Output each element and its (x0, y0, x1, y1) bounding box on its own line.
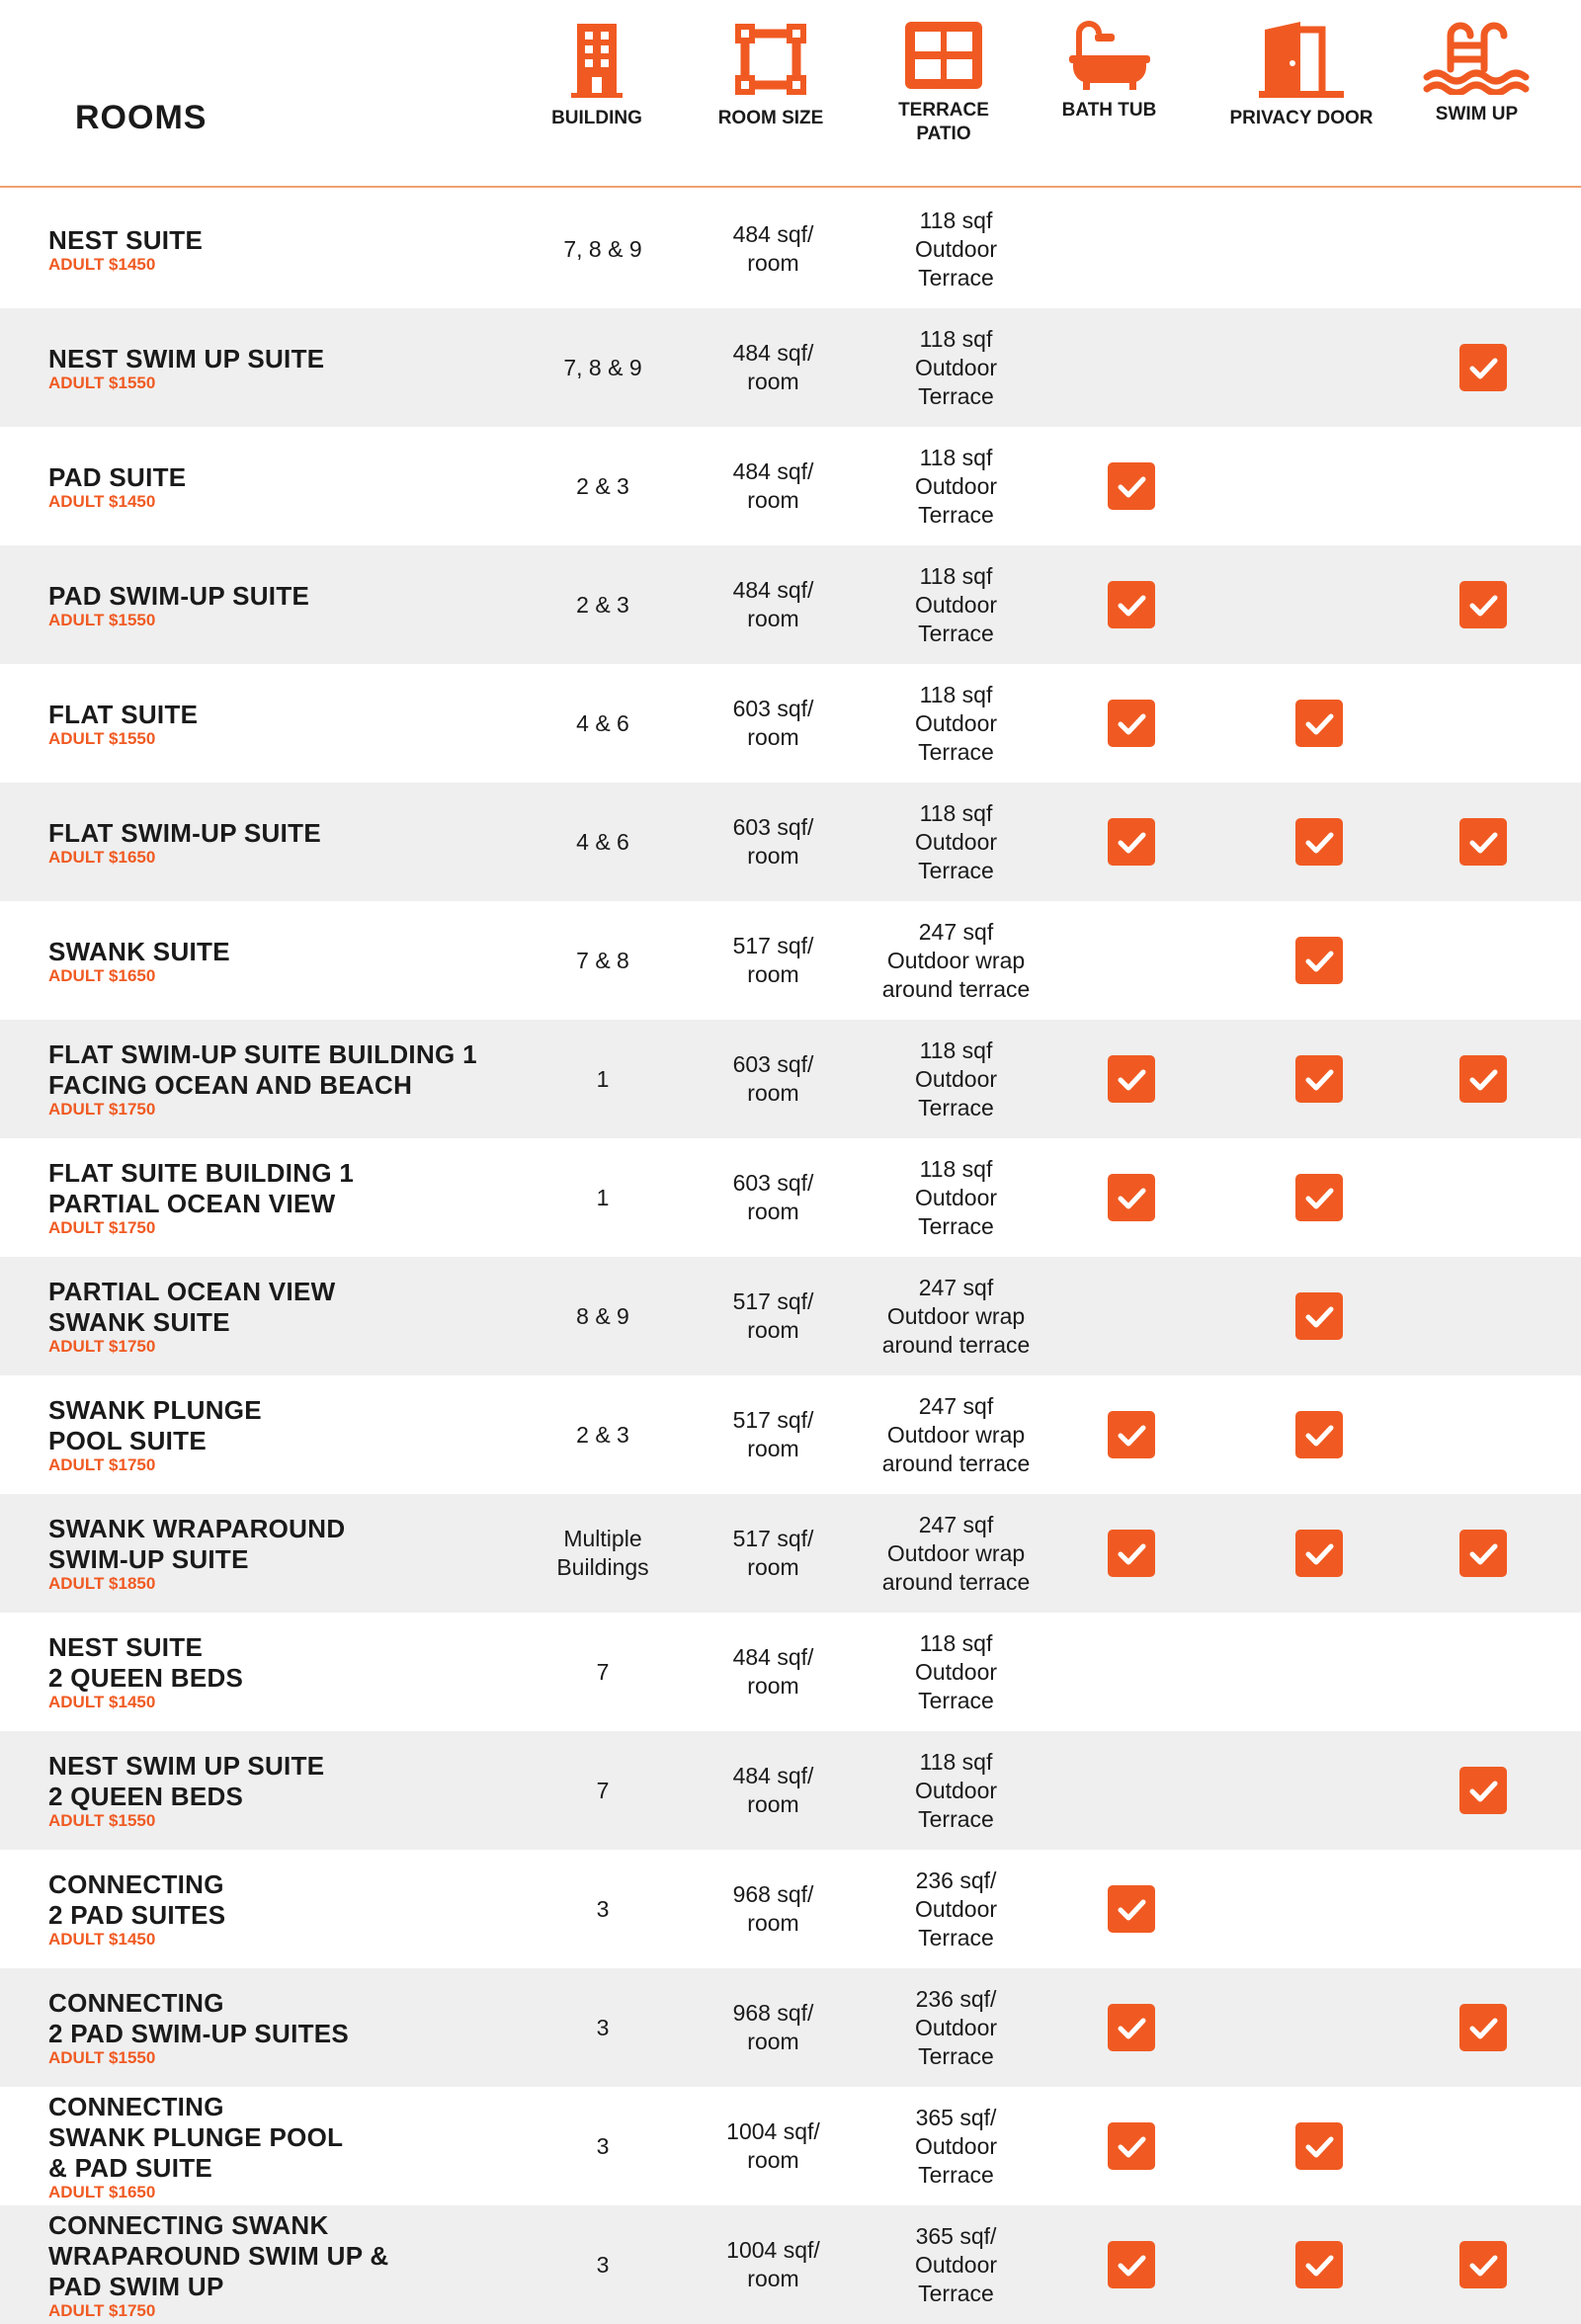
column-label: ROOM SIZE (717, 108, 824, 128)
table-row (0, 1375, 1581, 1494)
room-price: ADULT $1550 (48, 373, 156, 392)
cell-line: Terrace (918, 1212, 994, 1239)
room-size-cell (692, 1968, 855, 2087)
cell-line: 484 sqf/ (732, 340, 814, 366)
building-cell (514, 2087, 692, 2205)
building-cell (514, 2205, 692, 2324)
cell-line: room (747, 369, 799, 394)
table-row (0, 783, 1581, 901)
cell-line: 236 sqf/ (915, 1985, 997, 2012)
bath-tub-check-icon (1108, 2004, 1155, 2051)
cell-line: Outdoor wrap (886, 1539, 1026, 1566)
cell-line: Outdoor (914, 235, 998, 262)
terrace-cell (850, 1020, 1062, 1138)
cell-line: Outdoor (914, 2014, 998, 2040)
room-name-line: FLAT SUITE BUILDING 1 (48, 1158, 355, 1188)
room-name (48, 2205, 503, 2324)
cell-line: 517 sqf/ (732, 1407, 814, 1433)
privacy-door-check-icon (1295, 818, 1343, 866)
cell-line: Outdoor (914, 354, 998, 380)
room-name-line: CONNECTING (48, 1988, 224, 2018)
cell-line: Outdoor (914, 1065, 998, 1092)
room-price: ADULT $1450 (48, 254, 156, 274)
cell-line: 1004 sqf/ (726, 2118, 820, 2144)
cell-line: room (747, 1910, 799, 1936)
cell-line: room (747, 2029, 799, 2054)
cell-line: room (747, 1317, 799, 1343)
cell-line: 517 sqf/ (732, 1288, 814, 1314)
terrace-cell (850, 1375, 1062, 1494)
room-name-line: CONNECTING (48, 1869, 224, 1899)
room-name-line: & PAD SUITE (48, 2152, 213, 2183)
terrace-cell (850, 901, 1062, 1020)
room-price: ADULT $1750 (48, 1218, 156, 1237)
building-cell (514, 1020, 692, 1138)
building-icon (538, 20, 656, 99)
column-label: TERRACE PATIO (898, 100, 989, 144)
room-price: ADULT $1550 (48, 1811, 156, 1830)
room-name (48, 1850, 503, 1968)
swim-up-check-icon (1459, 1055, 1507, 1103)
privacy-door-check-icon (1295, 2122, 1343, 2170)
cell-line: Outdoor (914, 472, 998, 499)
table-row (0, 308, 1581, 427)
room-name (48, 2087, 503, 2205)
cell-line: 247 sqf (918, 1274, 994, 1300)
cell-line: 517 sqf/ (732, 1526, 814, 1551)
room-size-cell (692, 2087, 855, 2205)
table-row (0, 427, 1581, 545)
cell-line: 484 sqf/ (732, 221, 814, 247)
terrace-cell (850, 1257, 1062, 1375)
room-name (48, 1494, 503, 1613)
cell-line: room (747, 724, 799, 750)
cell-line: around terrace (881, 1450, 1031, 1476)
cell-line: 7, 8 & 9 (563, 235, 642, 262)
privacy-door-check-icon (1295, 1530, 1343, 1577)
cell-line: Outdoor (914, 828, 998, 855)
room-name (48, 1968, 503, 2087)
cell-line: 4 & 6 (576, 709, 629, 736)
building-cell (514, 308, 692, 427)
room-price: ADULT $1450 (48, 491, 156, 511)
room-size-cell (692, 2205, 855, 2324)
cell-line: 517 sqf/ (732, 933, 814, 958)
cell-line: 3 (596, 2251, 610, 2278)
terrace-cell (850, 545, 1062, 664)
cell-line: Terrace (918, 2280, 994, 2306)
column-room-size (702, 20, 840, 130)
room-name-line: SWIM-UP SUITE (48, 1544, 249, 1574)
room-name (48, 1020, 503, 1138)
cell-line: 247 sqf (918, 1392, 994, 1419)
column-terrace (874, 20, 1013, 146)
cell-line: 118 sqf (919, 444, 993, 470)
cell-line: Terrace (918, 1094, 994, 1120)
bath-tub-check-icon (1108, 2122, 1155, 2170)
room-size-cell (692, 545, 855, 664)
table-row (0, 1731, 1581, 1850)
cell-line: room (747, 843, 799, 869)
table-row (0, 545, 1581, 664)
cell-line: 118 sqf (919, 1629, 993, 1656)
column-label: SWIM UP (1435, 104, 1519, 124)
privacy-door-check-icon (1295, 937, 1343, 984)
cell-line: Terrace (918, 1805, 994, 1832)
swim-up-check-icon (1459, 818, 1507, 866)
privacy-door-check-icon (1295, 700, 1343, 747)
room-name-line: NEST SUITE (48, 1632, 204, 1662)
cell-line: room (747, 487, 799, 513)
cell-line: 2 & 3 (576, 591, 629, 618)
room-name-line: SWANK SUITE (48, 1307, 230, 1337)
cell-line: 118 sqf (919, 1037, 993, 1063)
cell-line: room (747, 1673, 799, 1699)
room-name-line: PAD SWIM UP (48, 2271, 224, 2301)
cell-line: Outdoor wrap (886, 947, 1026, 973)
bath-tub-check-icon (1108, 462, 1155, 510)
table-row (0, 1613, 1581, 1731)
cell-line: 118 sqf (919, 207, 993, 233)
cell-line: 118 sqf (919, 799, 993, 826)
room-name-line: SWANK PLUNGE (48, 1395, 262, 1425)
room-price: ADULT $1750 (48, 1337, 156, 1356)
cell-line: 247 sqf (918, 1511, 994, 1537)
room-name (48, 664, 503, 783)
cell-line: Terrace (918, 857, 994, 883)
cell-line: room (747, 1080, 799, 1106)
swim-up-check-icon (1459, 2004, 1507, 2051)
room-price: ADULT $1750 (48, 2300, 156, 2320)
column-privacy-door (1207, 20, 1395, 130)
terrace-cell (850, 1138, 1062, 1257)
room-name-line: 2 PAD SWIM-UP SUITES (48, 2019, 350, 2048)
terrace-cell (850, 190, 1062, 308)
room-name-line: FACING OCEAN AND BEACH (48, 1070, 413, 1100)
cell-line: room (747, 1554, 799, 1580)
column-swim-up (1415, 20, 1539, 126)
room-price: ADULT $1550 (48, 610, 156, 629)
room-name-line: 2 QUEEN BEDS (48, 1782, 244, 1811)
cell-line: Outdoor wrap (886, 1421, 1026, 1448)
cell-line: Terrace (918, 1924, 994, 1950)
cell-line: 3 (596, 2132, 610, 2159)
bath-tub-check-icon (1108, 1530, 1155, 1577)
cell-line: 2 & 3 (576, 472, 629, 499)
room-name-line: NEST SWIM UP SUITE (48, 1751, 325, 1781)
bathtub-icon (1042, 20, 1176, 91)
table-header (0, 0, 1581, 188)
window-icon (874, 20, 1013, 91)
room-name-line: NEST SUITE (48, 224, 204, 255)
room-name (48, 427, 503, 545)
pool-ladder-icon (1415, 20, 1539, 95)
room-size-cell (692, 1613, 855, 1731)
terrace-cell (850, 427, 1062, 545)
cell-line: 603 sqf/ (732, 1170, 814, 1196)
building-cell (514, 901, 692, 1020)
building-cell (514, 1257, 692, 1375)
cell-line: 365 sqf/ (915, 2222, 997, 2249)
room-price: ADULT $1650 (48, 2182, 156, 2201)
building-cell (514, 1138, 692, 1257)
room-name-line: FLAT SWIM-UP SUITE (48, 817, 321, 848)
room-price: ADULT $1450 (48, 1930, 156, 1949)
cell-line: Outdoor wrap (886, 1302, 1026, 1329)
cell-line: 484 sqf/ (732, 1763, 814, 1788)
cell-line: 1004 sqf/ (726, 2237, 820, 2263)
cell-line: Outdoor (914, 2132, 998, 2159)
table-row (0, 1850, 1581, 1968)
room-name-line: CONNECTING SWANK (48, 2209, 329, 2240)
column-label: BUILDING (551, 108, 642, 128)
cell-line: 1 (596, 1065, 610, 1092)
building-cell (514, 190, 692, 308)
room-size-cell (692, 1138, 855, 1257)
cell-line: 118 sqf (919, 325, 993, 352)
room-size-cell (692, 1020, 855, 1138)
cell-line: room (747, 606, 799, 631)
room-name-line: CONNECTING (48, 2091, 224, 2121)
swim-up-check-icon (1459, 1530, 1507, 1577)
cell-line: 968 sqf/ (732, 2000, 814, 2026)
cell-line: Outdoor (914, 1777, 998, 1803)
building-cell (514, 783, 692, 901)
room-name-line: 2 QUEEN BEDS (48, 1663, 244, 1693)
table-row (0, 1257, 1581, 1375)
privacy-door-check-icon (1295, 1411, 1343, 1458)
building-cell (514, 545, 692, 664)
room-size-cell (692, 1257, 855, 1375)
cell-line: 118 sqf (919, 562, 993, 589)
table-row (0, 2205, 1581, 2324)
room-price: ADULT $1650 (48, 847, 156, 867)
cell-line: 247 sqf (918, 918, 994, 945)
cell-line: Outdoor (914, 709, 998, 736)
cell-line: room (747, 1199, 799, 1224)
table-row (0, 1020, 1581, 1138)
cell-line: 2 & 3 (576, 1421, 629, 1448)
cell-line: Terrace (918, 1687, 994, 1713)
bath-tub-check-icon (1108, 700, 1155, 747)
cell-line: 118 sqf (919, 1155, 993, 1182)
room-name-line: SWANK SUITE (48, 936, 230, 966)
terrace-cell (850, 1850, 1062, 1968)
cell-line: 118 sqf (919, 1748, 993, 1775)
cell-line: 484 sqf/ (732, 458, 814, 484)
swim-up-check-icon (1459, 2241, 1507, 2288)
room-price: ADULT $1450 (48, 1693, 156, 1711)
room-name (48, 783, 503, 901)
cell-line: room (747, 1436, 799, 1461)
cell-line: Outdoor (914, 2251, 998, 2278)
cell-line: 7, 8 & 9 (563, 354, 642, 380)
bath-tub-check-icon (1108, 1411, 1155, 1458)
cell-line: 484 sqf/ (732, 1644, 814, 1670)
room-price: ADULT $1650 (48, 965, 156, 985)
cell-line: 7 & 8 (576, 947, 629, 973)
cell-line: 484 sqf/ (732, 577, 814, 603)
room-size-cell (692, 1731, 855, 1850)
room-name-line: FLAT SWIM-UP SUITE BUILDING 1 (48, 1039, 477, 1069)
rooms-table (0, 190, 1581, 2324)
cell-line: 603 sqf/ (732, 696, 814, 721)
bath-tub-check-icon (1108, 818, 1155, 866)
swim-up-check-icon (1459, 1767, 1507, 1814)
cell-line: Terrace (918, 382, 994, 409)
room-name (48, 1375, 503, 1494)
table-row (0, 1138, 1581, 1257)
cell-line: 603 sqf/ (732, 814, 814, 840)
door-icon (1207, 20, 1395, 99)
bath-tub-check-icon (1108, 1174, 1155, 1221)
room-size-cell (692, 901, 855, 1020)
cell-line: around terrace (881, 1331, 1031, 1358)
cell-line: Buildings (556, 1554, 649, 1580)
cell-line: Outdoor (914, 591, 998, 618)
column-label: BATH TUB (1061, 100, 1157, 121)
room-price: ADULT $1550 (48, 2048, 156, 2067)
cell-line: Terrace (918, 501, 994, 528)
room-size-cell (692, 308, 855, 427)
building-cell (514, 1613, 692, 1731)
cell-line: 968 sqf/ (732, 1881, 814, 1907)
terrace-cell (850, 1731, 1062, 1850)
cell-line: Multiple (563, 1526, 642, 1551)
privacy-door-check-icon (1295, 2241, 1343, 2288)
swim-up-check-icon (1459, 581, 1507, 628)
cell-line: 365 sqf/ (915, 2104, 997, 2130)
rooms-title: ROOMS (75, 99, 208, 136)
room-name-line: SWANK PLUNGE POOL (48, 2121, 344, 2152)
cell-line: 118 sqf (919, 681, 993, 707)
cell-line: Terrace (918, 620, 994, 646)
room-price: ADULT $1850 (48, 1574, 156, 1593)
building-cell (514, 1968, 692, 2087)
building-cell (514, 1494, 692, 1613)
room-name-line: PARTIAL OCEAN VIEW (48, 1277, 336, 1306)
room-name (48, 1138, 503, 1257)
room-size-icon (702, 20, 840, 99)
terrace-cell (850, 1494, 1062, 1613)
table-row (0, 2087, 1581, 2205)
cell-line: 4 & 6 (576, 828, 629, 855)
table-row (0, 664, 1581, 783)
room-name-line: PAD SWIM-UP SUITE (48, 580, 310, 611)
room-price: ADULT $1750 (48, 1100, 156, 1119)
terrace-cell (850, 664, 1062, 783)
terrace-cell (850, 2205, 1062, 2324)
terrace-cell (850, 1968, 1062, 2087)
bath-tub-check-icon (1108, 1885, 1155, 1933)
column-bath-tub (1042, 20, 1176, 123)
room-name-line: POOL SUITE (48, 1426, 207, 1455)
cell-line: around terrace (881, 1568, 1031, 1595)
terrace-cell (850, 2087, 1062, 2205)
room-size-cell (692, 1850, 855, 1968)
room-price: ADULT $1550 (48, 728, 156, 748)
room-name (48, 190, 503, 308)
room-name-line: PAD SUITE (48, 461, 187, 492)
cell-line: 1 (596, 1184, 610, 1210)
privacy-door-check-icon (1295, 1174, 1343, 1221)
room-name-line: 2 PAD SUITES (48, 1900, 226, 1930)
bath-tub-check-icon (1108, 1055, 1155, 1103)
room-name-line: SWANK WRAPAROUND (48, 1514, 346, 1543)
swim-up-check-icon (1459, 344, 1507, 391)
cell-line: 8 & 9 (576, 1302, 629, 1329)
privacy-door-check-icon (1295, 1292, 1343, 1340)
room-name-line: WRAPAROUND SWIM UP & (48, 2240, 389, 2271)
table-row (0, 190, 1581, 308)
room-name (48, 545, 503, 664)
terrace-cell (850, 308, 1062, 427)
cell-line: around terrace (881, 975, 1031, 1002)
room-name-line: PARTIAL OCEAN VIEW (48, 1189, 336, 1218)
column-label: PRIVACY DOOR (1229, 108, 1373, 128)
room-name-line: FLAT SUITE (48, 699, 199, 729)
room-name (48, 308, 503, 427)
cell-line: Outdoor (914, 1658, 998, 1685)
cell-line: room (747, 2266, 799, 2291)
bath-tub-check-icon (1108, 581, 1155, 628)
room-size-cell (692, 190, 855, 308)
building-cell (514, 1850, 692, 1968)
room-size-cell (692, 664, 855, 783)
column-building (538, 20, 656, 130)
privacy-door-check-icon (1295, 1055, 1343, 1103)
cell-line: room (747, 250, 799, 276)
cell-line: 603 sqf/ (732, 1051, 814, 1077)
room-name (48, 1731, 503, 1850)
cell-line: room (747, 961, 799, 987)
room-name (48, 1613, 503, 1731)
bath-tub-check-icon (1108, 2241, 1155, 2288)
cell-line: 3 (596, 1895, 610, 1922)
table-row (0, 1968, 1581, 2087)
cell-line: Outdoor (914, 1184, 998, 1210)
room-size-cell (692, 1494, 855, 1613)
cell-line: room (747, 1791, 799, 1817)
room-price: ADULT $1750 (48, 1455, 156, 1474)
cell-line: Terrace (918, 2161, 994, 2188)
room-size-cell (692, 1375, 855, 1494)
cell-line: 7 (596, 1658, 610, 1685)
room-name (48, 1257, 503, 1375)
cell-line: Terrace (918, 264, 994, 290)
table-row (0, 901, 1581, 1020)
room-size-cell (692, 783, 855, 901)
room-size-cell (692, 427, 855, 545)
terrace-cell (850, 1613, 1062, 1731)
cell-line: room (747, 2147, 799, 2173)
building-cell (514, 664, 692, 783)
building-cell (514, 1731, 692, 1850)
cell-line: Terrace (918, 2042, 994, 2069)
cell-line: 236 sqf/ (915, 1867, 997, 1893)
cell-line: Terrace (918, 738, 994, 765)
table-row (0, 1494, 1581, 1613)
cell-line: Outdoor (914, 1895, 998, 1922)
room-name (48, 901, 503, 1020)
building-cell (514, 427, 692, 545)
building-cell (514, 1375, 692, 1494)
cell-line: 7 (596, 1777, 610, 1803)
terrace-cell (850, 783, 1062, 901)
cell-line: 3 (596, 2014, 610, 2040)
room-name-line: NEST SWIM UP SUITE (48, 343, 325, 374)
